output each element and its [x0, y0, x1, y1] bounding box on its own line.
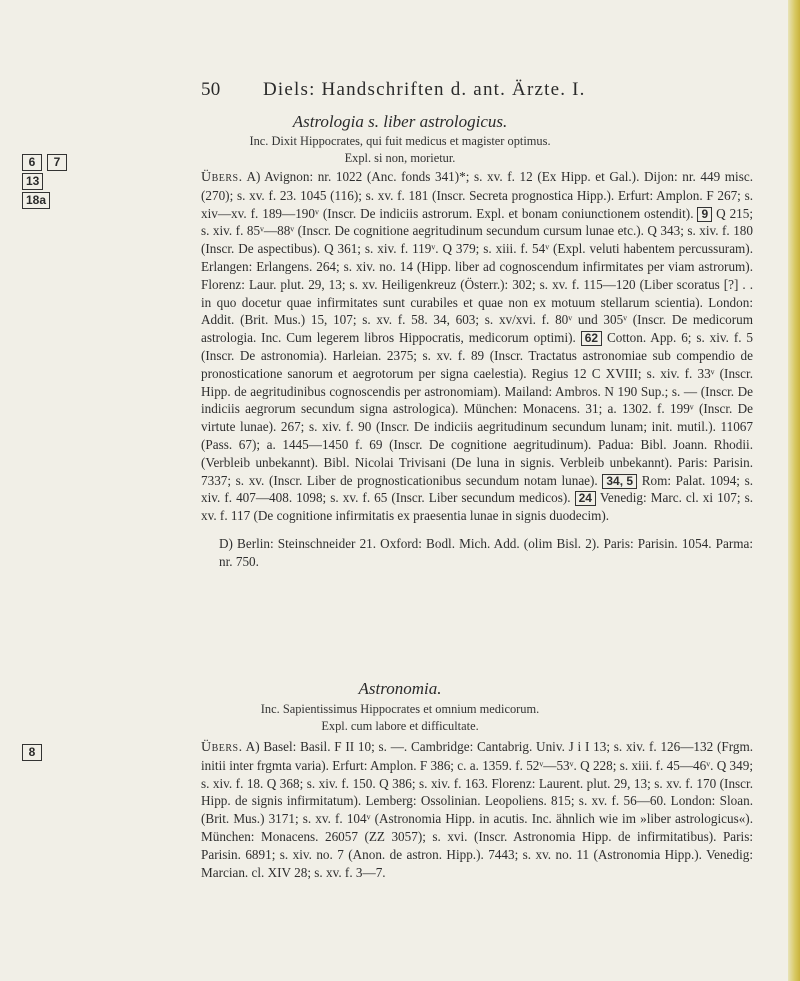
margin-numbers-2 — [22, 170, 48, 190]
margin-box: 13 — [22, 173, 43, 190]
section1-d-entry: D) Berlin: Steinschneider 21. Oxford: Bodl. Mich. Add. (olim Bisl. 2). Paris: Parisin. 1054. Parma: nr. 750. — [219, 535, 753, 569]
entry-text: Cotton. App. 6; s. xiv. f. 5 (Inscr. De astronomia). Harleian. 2375; s. xv. f. 89 (Inscr. Tractatus astronomiae sub compendio de pronosticatione sanorum et aegrotorum per signa caelestia). Regius 12 C XVIII; s. xiv. f. 33ᵛ (Inscr. Hipp. de aegritudinibus cognoscendis per astronomiam). Mailand: Ambros. N 190 Sup.; s. — (Inscr. De indiciis aegrorum secundum signa astrologica). München: Monacens. 31; a. 1302. f. 199ᵛ (Inscr. De virtute lunae). 267; s. xiv. f. 90 (Inscr. De indiciis aegritudinum secundum lunam; init. mutil.). 11067 (Pass. 67); a. 1445—1450 f. 69 (Inscr. De cognitione aegritudinum). Padua: Bibl. Joann. Rhodii. (Verbleib unbekannt). Bibl. Nicolai Trivisani (De luna in signis. Verbleib unbekannt). Paris: Parisin. 7337; s. xv. (Inscr. Liber de prognosticationibus secundum notam lunae). — [201, 330, 753, 488]
incipit-astronomia: Inc. Sapientissimus Hippocrates et omnium medicorum. — [260, 702, 540, 716]
section1-body — [201, 168, 753, 571]
entry-text: Q 215; s. xiv. f. 85ᵛ—88ᵛ (Inscr. De cognitione aegritudinum secundum cursum lunae etc.). Q 343; s. xiv. f. 180 (Inscr. De aspectibus). Q 361; s. xiv. f. 119ᵛ. Q 379; s. xiii. f. 54ᵛ (Expl. veluti habentem percussuram). Erlangen: Erlangens. 264; s. xiv. no. 14 (Hipp. liber ad cognoscendum infirmitates per viam astrorum). Florenz: Laur. plut. 29, 13; s. xv. Heiligenkreuz (Österr.): 302; s. xv. f. 115—120 (Liber scoratus [?] . . in quo docetur quae infirmitates sunt curabiles et quae non ex motuum stellarum scientia). London: Addit. (Brit. Mus.) 15, 107; s. xv. f. 58. 34, 603; s. xv/xvi. f. 80ᵛ und 305ᵛ (Inscr. De medicorum astrologia. Inc. Cum legerem libros Hippocratis, medicorum optimi). — [201, 205, 754, 346]
explicit-astrologia: Expl. si non, morietur. — [344, 151, 456, 165]
inline-box-number: 24 — [575, 491, 596, 506]
lead-word: Übers. — [201, 740, 243, 755]
entry-text: Venedig: Marc. cl. xi 107; s. xv. f. 117 (De cognitione infirmitatis ex praesentia lunae in signis duodecim). — [201, 490, 754, 524]
margin-box: 6 — [22, 154, 42, 171]
section-title-astrologia: Astrologia s. liber astrologicus. — [292, 112, 508, 131]
page-number: 50 — [201, 79, 221, 100]
margin-numbers-1 — [22, 151, 72, 171]
running-head — [201, 79, 721, 101]
explicit-astronomia: Expl. cum labore et difficultate. — [321, 719, 479, 733]
margin-box: 18a — [22, 192, 50, 209]
margin-numbers-4 — [22, 741, 47, 761]
inline-box-number: 34, 5 — [602, 474, 637, 489]
margin-numbers-3 — [22, 189, 55, 209]
margin-box: 7 — [47, 154, 67, 171]
inline-box-number: 9 — [697, 207, 712, 222]
margin-box: 8 — [22, 744, 42, 761]
lead-word: Übers. — [201, 170, 243, 185]
incipit-astrologia: Inc. Dixit Hippocrates, qui fuit medicus et magister optimus. — [249, 134, 551, 148]
entry-text: A) Basel: Basil. F II 10; s. —. Cambridge: Cantabrig. Univ. J i I 13; s. xiv. f. 126—132 (Frgm. initii inter frgmta varia). Erfurt: Amplon. F 386; c. a. 1359. f. 52ᵛ—53ᵛ. Q 228; s. xiii. f. 45—46ᵛ. Q 349; s. xiv. f. 18. Q 368; s. xiv. f. 150. Q 386; s. xiv. f. 163. Florenz: Laurent. plut. 29, 13; s. xv. f. 170 (Inscr. Hipp. de signis infirmitatum). Lemberg: Ossolinian. Leopoliens. 815; s. xv. f. 56—60. London: Sloan. (Brit. Mus.) 3171; s. xv. f. 104ᵛ (Astronomia Hipp. in acutis. Inc. ähnlich wie im »liber astrologicus«). München: Monacens. 26057 (ZZ 3057); s. xvi. (Inscr. Astronomia Hipp. de infirmitatibus). Paris: Parisin. 6891; s. xiv. no. 7 (Anon. de astron. Hipp.). 7443; s. xv. no. 11 (Astronomia Hipp.). Venedig: Marcian. cl. XIV 28; s. xv. f. 3—7. — [201, 739, 753, 880]
section-title-astronomia: Astronomia. — [358, 679, 442, 698]
running-head-title: Diels: Handschriften d. ant. Ärzte. I. — [263, 79, 586, 100]
entry-text: A) Avignon: nr. 1022 (Anc. fonds 341)*; s. xv. f. 12 (Ex Hipp. et Gal.). Dijon: nr. 449 misc. (270); s. xv. f. 23. 1045 (116); s. xv. f. 181 (Inscr. Secreta prognostica Hipp.). Erfurt: Amplon. F 267; s. xiv—xv. f. 189—190ᵛ (Inscr. De indiciis astrorum. Expl. et bonam coniunctionem ostendit). — [201, 169, 753, 221]
entry-text: Rom: Palat. 1094; s. xiv. f. 407—408. 1098; s. xv. f. 65 (Inscr. Liber secundum medicos). — [201, 472, 753, 506]
inline-box-number: 62 — [581, 331, 602, 346]
section2-body — [201, 738, 753, 881]
